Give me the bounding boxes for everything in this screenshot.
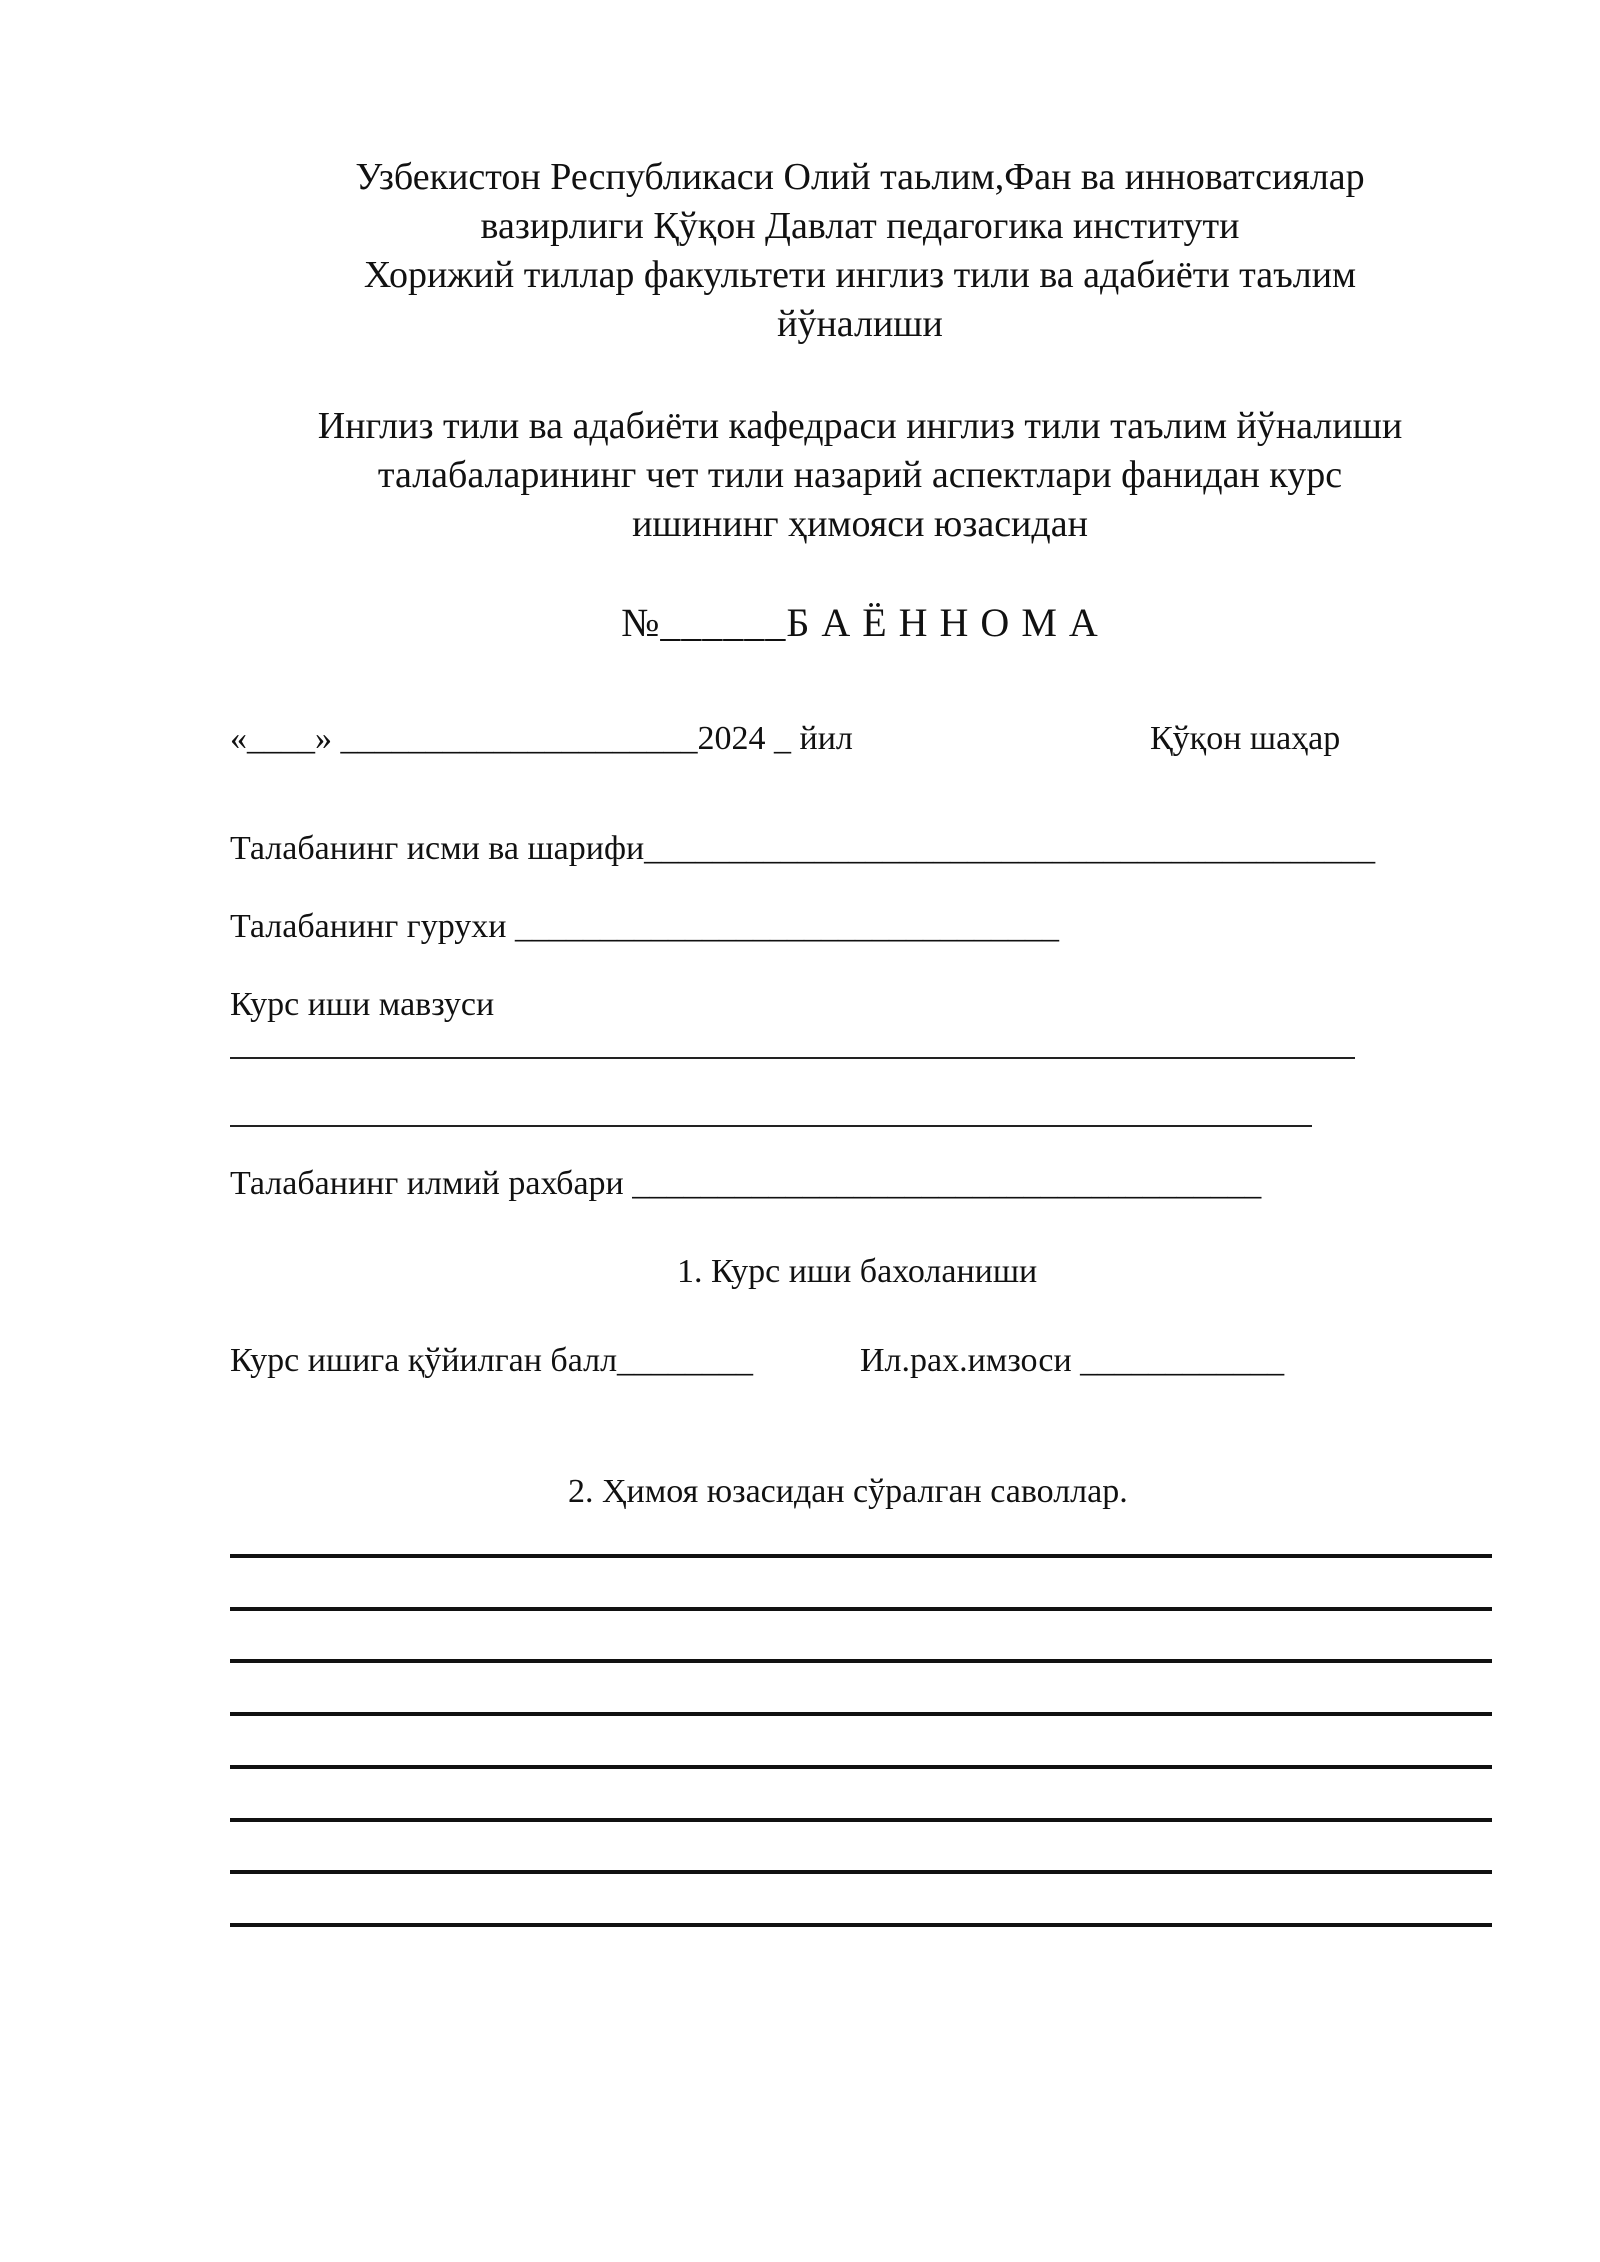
student-name-field: Талабанинг исми ва шарифи___________________________________________ — [230, 830, 1376, 867]
header-line-1: Узбекистон Республикаси Олий таьлим,Фан ва инноватсиялар — [355, 156, 1365, 198]
subheader-line-1: Инглиз тили ва адабиёти кафедраси инглиз тили таълим йўналиши — [317, 405, 1403, 447]
header-line-4: йўналиши — [777, 303, 943, 345]
answer-line — [230, 1659, 1492, 1663]
section-2-heading: 2. Ҳимоя юзасидан сўралган саволлар. — [568, 1473, 1128, 1510]
date-field: «____» _____________________2024 _ йил — [230, 720, 853, 757]
answer-line — [230, 1870, 1492, 1874]
answer-line — [230, 1923, 1492, 1927]
header-line-2: вазирлиги Қўқон Давлат педагогика институти — [480, 205, 1240, 247]
signature-field: Ил.рах.имзоси ____________ — [860, 1342, 1285, 1379]
document-title: №______Б А Ё Н Н О М А — [621, 600, 1099, 645]
score-field: Курс ишига қўйилган балл________ — [230, 1342, 754, 1379]
city-label: Қўқон шаҳар — [1150, 720, 1341, 757]
subheader-line-2: талабаларининг чет тили назарий аспектлари фанидан курс — [377, 454, 1343, 496]
answer-line — [230, 1818, 1492, 1822]
subheader-line-3: ишининг ҳимояси юзасидан — [632, 503, 1088, 545]
answer-line — [230, 1554, 1492, 1558]
answer-line — [230, 1712, 1492, 1716]
section-1-heading: 1. Курс иши бахоланиши — [677, 1253, 1038, 1290]
topic-blank-line-1 — [230, 1057, 1355, 1059]
topic-blank-line-2 — [230, 1125, 1312, 1127]
ministry-header — [200, 153, 1520, 349]
answer-line — [230, 1607, 1492, 1611]
answer-line — [230, 1765, 1492, 1769]
header-line-3: Хорижий тиллар факультети инглиз тили ва адабиёти таълим — [363, 254, 1357, 296]
student-group-field: Талабанинг гурухи ________________________________ — [230, 908, 1059, 945]
department-header — [200, 402, 1520, 549]
topic-label: Курс иши мавзуси — [230, 986, 495, 1023]
supervisor-field: Талабанинг илмий рахбари _____________________________________ — [230, 1165, 1262, 1202]
